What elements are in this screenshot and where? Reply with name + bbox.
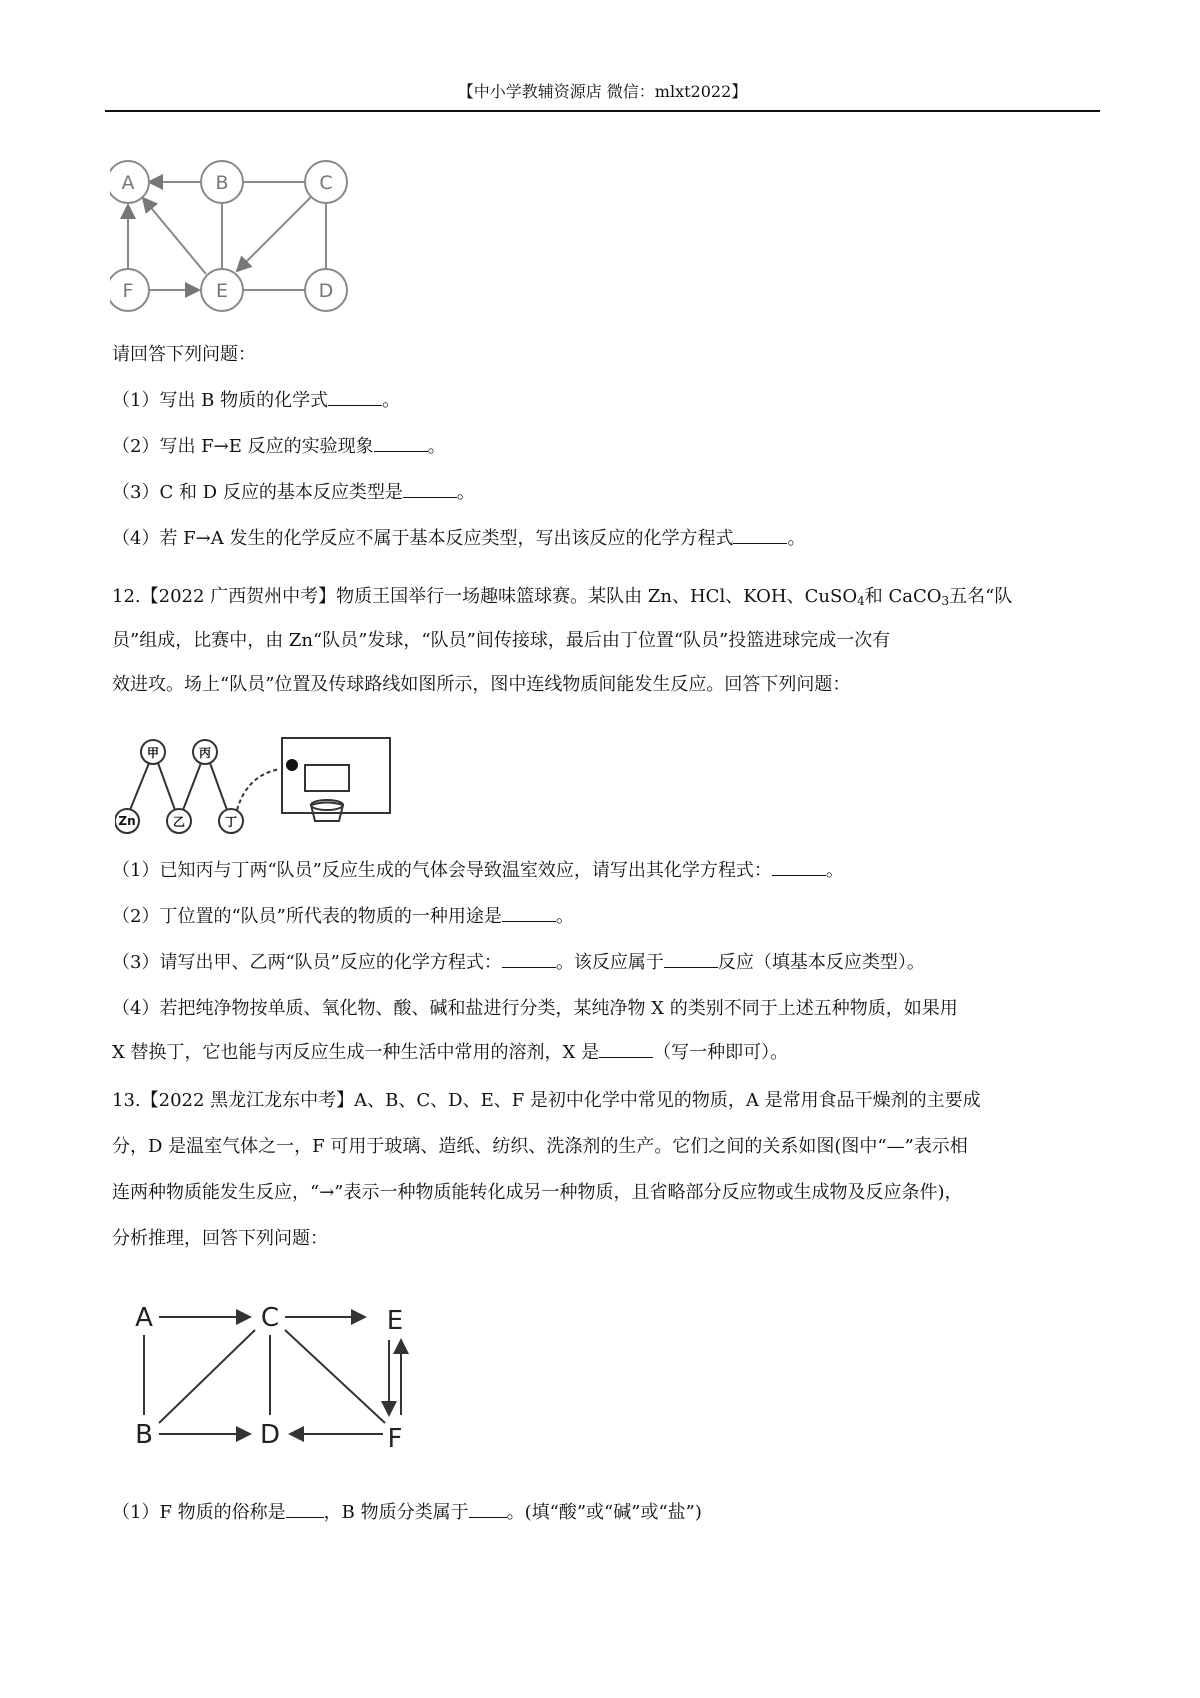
reaction-network-diagram-1 (110, 155, 370, 315)
q13-line4: 分析推理，回答下列问题： (112, 1228, 328, 1249)
q12-sub3 (112, 950, 1102, 976)
answer-blank (599, 1041, 653, 1058)
q12-sub2 (112, 904, 1102, 930)
q13-line3: 连两种物质能发生反应，“→”表示一种物质能转化成另一种物质，且省略部分反应物或生成物及反应条件)， (112, 1182, 963, 1203)
node-c-label: C (319, 172, 333, 194)
q12-sub3-mid: 。该反应属于 (555, 952, 664, 973)
node-b-label: B (215, 172, 229, 194)
basket-net (311, 803, 343, 822)
q11-sub4 (112, 526, 1102, 552)
basketball-diagram (115, 725, 395, 845)
answer-blank (502, 905, 556, 922)
q13-line2: 分，D 是温室气体之一，F 可用于玻璃、造纸、纺织、洗涤剂的生产。它们之间的关系如图(图中“—”表示相 (112, 1136, 968, 1157)
answer-blank (664, 951, 718, 968)
page-header: 【中小学教辅资源店 微信：mlxt2022】 (457, 82, 748, 101)
node-e-label: E (215, 280, 229, 302)
q12-sub2-end: 。 (555, 906, 574, 927)
answer-blank (403, 481, 457, 498)
player-bing-label: 丙 (198, 746, 212, 760)
q12-sub4-end: （写一种即可）。 (653, 1042, 789, 1063)
q11-sub2 (112, 434, 1102, 460)
q11-sub3 (112, 480, 1102, 506)
node-f-label: F (387, 1424, 403, 1454)
node-a-label: A (121, 172, 135, 194)
q12-sub4-line1: （4）若把纯净物按单质、氧化物、酸、碱和盐进行分类，某纯净物 X 的类别不同于上述五种物质，如果用 (112, 998, 958, 1019)
backboard (305, 765, 349, 791)
q12-line1-text: 12.【2022 广西贺州中考】物质王国举行一场趣味篮球赛。某队由 Zn、HCl、KOH、CuSO (112, 586, 858, 607)
node-e-label: E (386, 1306, 404, 1336)
edge-e-to-a (143, 198, 206, 274)
player-yi-label: 乙 (172, 815, 186, 829)
q12-line3: 效进攻。场上“队员”位置及传球路线如图所示，图中连线物质间能发生反应。回答下列问题： (112, 674, 851, 695)
answer-blank (733, 527, 787, 544)
reaction-network-diagram-2 (125, 1295, 425, 1465)
answer-blank (772, 859, 826, 876)
player-jia-label: 甲 (146, 746, 160, 760)
q11-sub2-end: 。 (427, 436, 446, 457)
node-c-label: C (260, 1303, 280, 1333)
node-d-label: D (259, 1420, 281, 1450)
q11-sub2-text: （2）写出 F→E 反应的实验现象 (112, 436, 374, 457)
answer-blank (469, 1501, 507, 1518)
edge-c-f (285, 1330, 385, 1423)
q13-line1: 13.【2022 黑龙江龙东中考】A、B、C、D、E、F 是初中化学中常见的物质，A 是常用食品干燥剂的主要成 (112, 1090, 981, 1111)
q12-line2: 员”组成，比赛中，由 Zn“队员”发球，“队员”间传接球，最后由丁位置“队员”投篮进球完成一次有 (112, 630, 891, 651)
answer-blank (286, 1501, 324, 1518)
ball (286, 759, 298, 771)
q11-sub3-end: 。 (456, 482, 475, 503)
q11-sub1-end: 。 (382, 390, 401, 411)
pass-arc (237, 769, 280, 810)
q12-line1 (112, 584, 1102, 610)
q13-sub1-mid: ，B 物质分类属于 (323, 1502, 469, 1523)
q11-prompt: 请回答下列问题： (112, 344, 256, 365)
q12-sub1 (112, 858, 1102, 884)
q12-sub3-text: （3）请写出甲、乙两“队员”反应的化学方程式： (112, 952, 502, 973)
q12-line1-end: 五名“队 (949, 586, 1013, 607)
node-f-label: F (122, 280, 134, 302)
answer-blank (328, 389, 382, 406)
player-zn-label: Zn (118, 814, 136, 828)
q13-sub1-end: 。(填“酸”或“碱”或“盐”) (506, 1502, 702, 1523)
q11-sub4-text: （4）若 F→A 发生的化学反应不属于基本反应类型，写出该反应的化学方程式 (112, 528, 734, 549)
answer-blank (502, 951, 556, 968)
q12-sub4-text: X 替换丁，它也能与丙反应生成一种生活中常用的溶剂，X 是 (112, 1042, 600, 1063)
edge-c-to-e (237, 196, 312, 271)
q12-line1-mid: 和 CaCO (864, 586, 942, 607)
q11-sub1-text: （1）写出 B 物质的化学式 (112, 390, 329, 411)
q12-sub2-text: （2）丁位置的“队员”所代表的物质的一种用途是 (112, 906, 502, 927)
q12-sub1-end: 。 (825, 860, 844, 881)
node-a-label: A (135, 1303, 153, 1333)
q12-sub-3: 3 (941, 594, 950, 608)
q12-sub3-end: 反应（填基本反应类型）。 (717, 952, 925, 973)
q13-sub1 (112, 1500, 1102, 1526)
q12-sub4-line2 (112, 1040, 1102, 1066)
answer-blank (374, 435, 428, 452)
q11-sub3-text: （3）C 和 D 反应的基本反应类型是 (112, 482, 403, 503)
q12-sub-4: 4 (857, 594, 865, 608)
node-b-label: B (135, 1420, 153, 1450)
player-ding-label: 丁 (224, 815, 238, 829)
node-d-label: D (318, 280, 334, 302)
q12-sub1-text: （1）已知丙与丁两“队员”反应生成的气体会导致温室效应，请写出其化学方程式： (112, 860, 772, 881)
q13-sub1-text: （1）F 物质的俗称是 (112, 1502, 286, 1523)
q11-sub1 (112, 388, 1102, 414)
header-rule (105, 110, 1100, 112)
edge-b-c (159, 1330, 255, 1423)
q11-sub4-end: 。 (787, 528, 806, 549)
